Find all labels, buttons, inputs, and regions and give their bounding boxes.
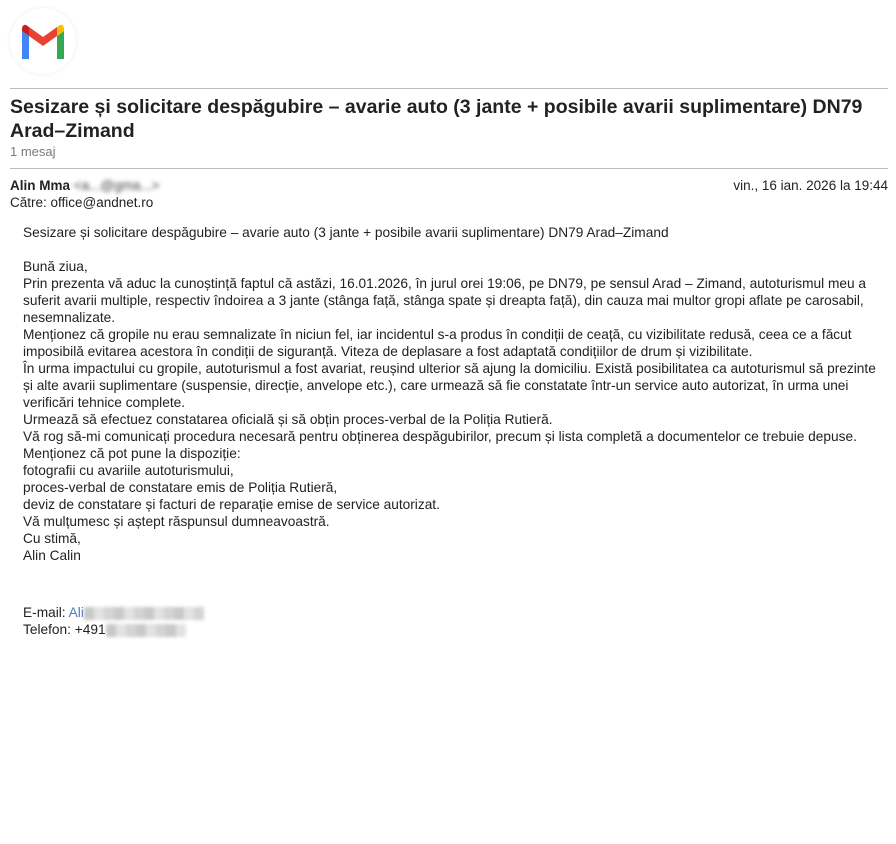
body-thanks: Vă mulțumesc și aștept răspunsul dumneavoastră. xyxy=(23,514,330,529)
thread-subject: Sesizare și solicitare despăgubire – avarie auto (3 jante + posibile avarii suplimentare) DN79 Arad–Zimand xyxy=(10,96,863,142)
divider-header xyxy=(10,168,888,169)
redacted-email xyxy=(84,607,204,620)
sender-email-obscured: <a...@gma...> xyxy=(73,178,160,193)
body-closing: Cu stimă, xyxy=(23,531,81,546)
sender-line xyxy=(10,178,160,193)
body-greeting: Bună ziua, xyxy=(23,259,88,274)
message-date: vin., 16 ian. 2026 la 19:44 xyxy=(733,178,888,193)
signature-email-line xyxy=(23,604,883,621)
redacted-phone xyxy=(106,624,186,637)
body-paragraph-1: Prin prezenta vă aduc la cunoștință faptul că astăzi, 16.01.2026, în jurul orei 19:06, pe DN79, pe sensul Arad – Zimand, autoturismul meu a suferit avarii multiple, respectiv îndoirea a 3 jante (stânga față, stânga spate și dreapta față), din cauza mai multor gropi aflate pe carosabil, nesemnalizate. xyxy=(23,276,867,325)
signature-email-link[interactable]: Ali xyxy=(68,605,84,620)
message-count: 1 mesaj xyxy=(10,144,56,159)
body-paragraph-6: Menționez că pot pune la dispoziție: xyxy=(23,446,241,461)
message-body xyxy=(23,224,883,638)
list-item: proces-verbal de constatare emis de Poliția Rutieră, xyxy=(23,480,338,495)
signature-phone-line xyxy=(23,621,883,638)
list-item: fotografii cu avariile autoturismului, xyxy=(23,463,234,478)
sender-name[interactable]: Alin Mma xyxy=(10,178,71,193)
body-paragraph-5: Vă rog să-mi comunicați procedura necesară pentru obținerea despăgubirilor, precum și lista completă a documentelor ce trebuie depuse. xyxy=(23,429,857,444)
signature-phone: +491 xyxy=(74,622,106,637)
phone-label: Telefon: xyxy=(23,622,71,637)
gmail-logo-icon xyxy=(19,23,67,59)
signature-name: Alin Calin xyxy=(23,548,81,563)
body-paragraph-2: Menționez că gropile nu erau semnalizate în niciun fel, iar incidentul s-a produs în condiții de ceață, cu vizibilitate redusă, ceea ce a făcut imposibilă evitarea acestora în condiții de siguranță. Viteza de deplasare a fost adaptată condițiilor de drum și vizibilitate. xyxy=(23,327,852,359)
body-subject: Sesizare și solicitare despăgubire – avarie auto (3 jante + posibile avarii suplimentare) DN79 Arad–Zimand xyxy=(23,225,669,240)
list-item: deviz de constatare și facturi de reparație emise de service autorizat. xyxy=(23,497,440,512)
body-paragraph-4: Urmează să efectuez constatarea oficială și să obțin proces-verbal de la Poliția Rutieră. xyxy=(23,412,553,427)
recipient-line: Către: office@andnet.ro xyxy=(10,195,154,210)
email-label: E-mail: xyxy=(23,605,66,620)
body-paragraph-3: În urma impactului cu gropile, autoturismul a fost avariat, reușind ulterior să ajung la domiciliu. Există posibilitatea ca autoturismul să prezinte și alte avarii suplimentare (suspensie, direcție, anvelope etc.), care urmează să fie constatate într-un service auto autorizat, în urma unei verificări tehnice complete. xyxy=(23,361,876,410)
divider-top xyxy=(10,88,888,89)
gmail-logo xyxy=(10,8,76,74)
